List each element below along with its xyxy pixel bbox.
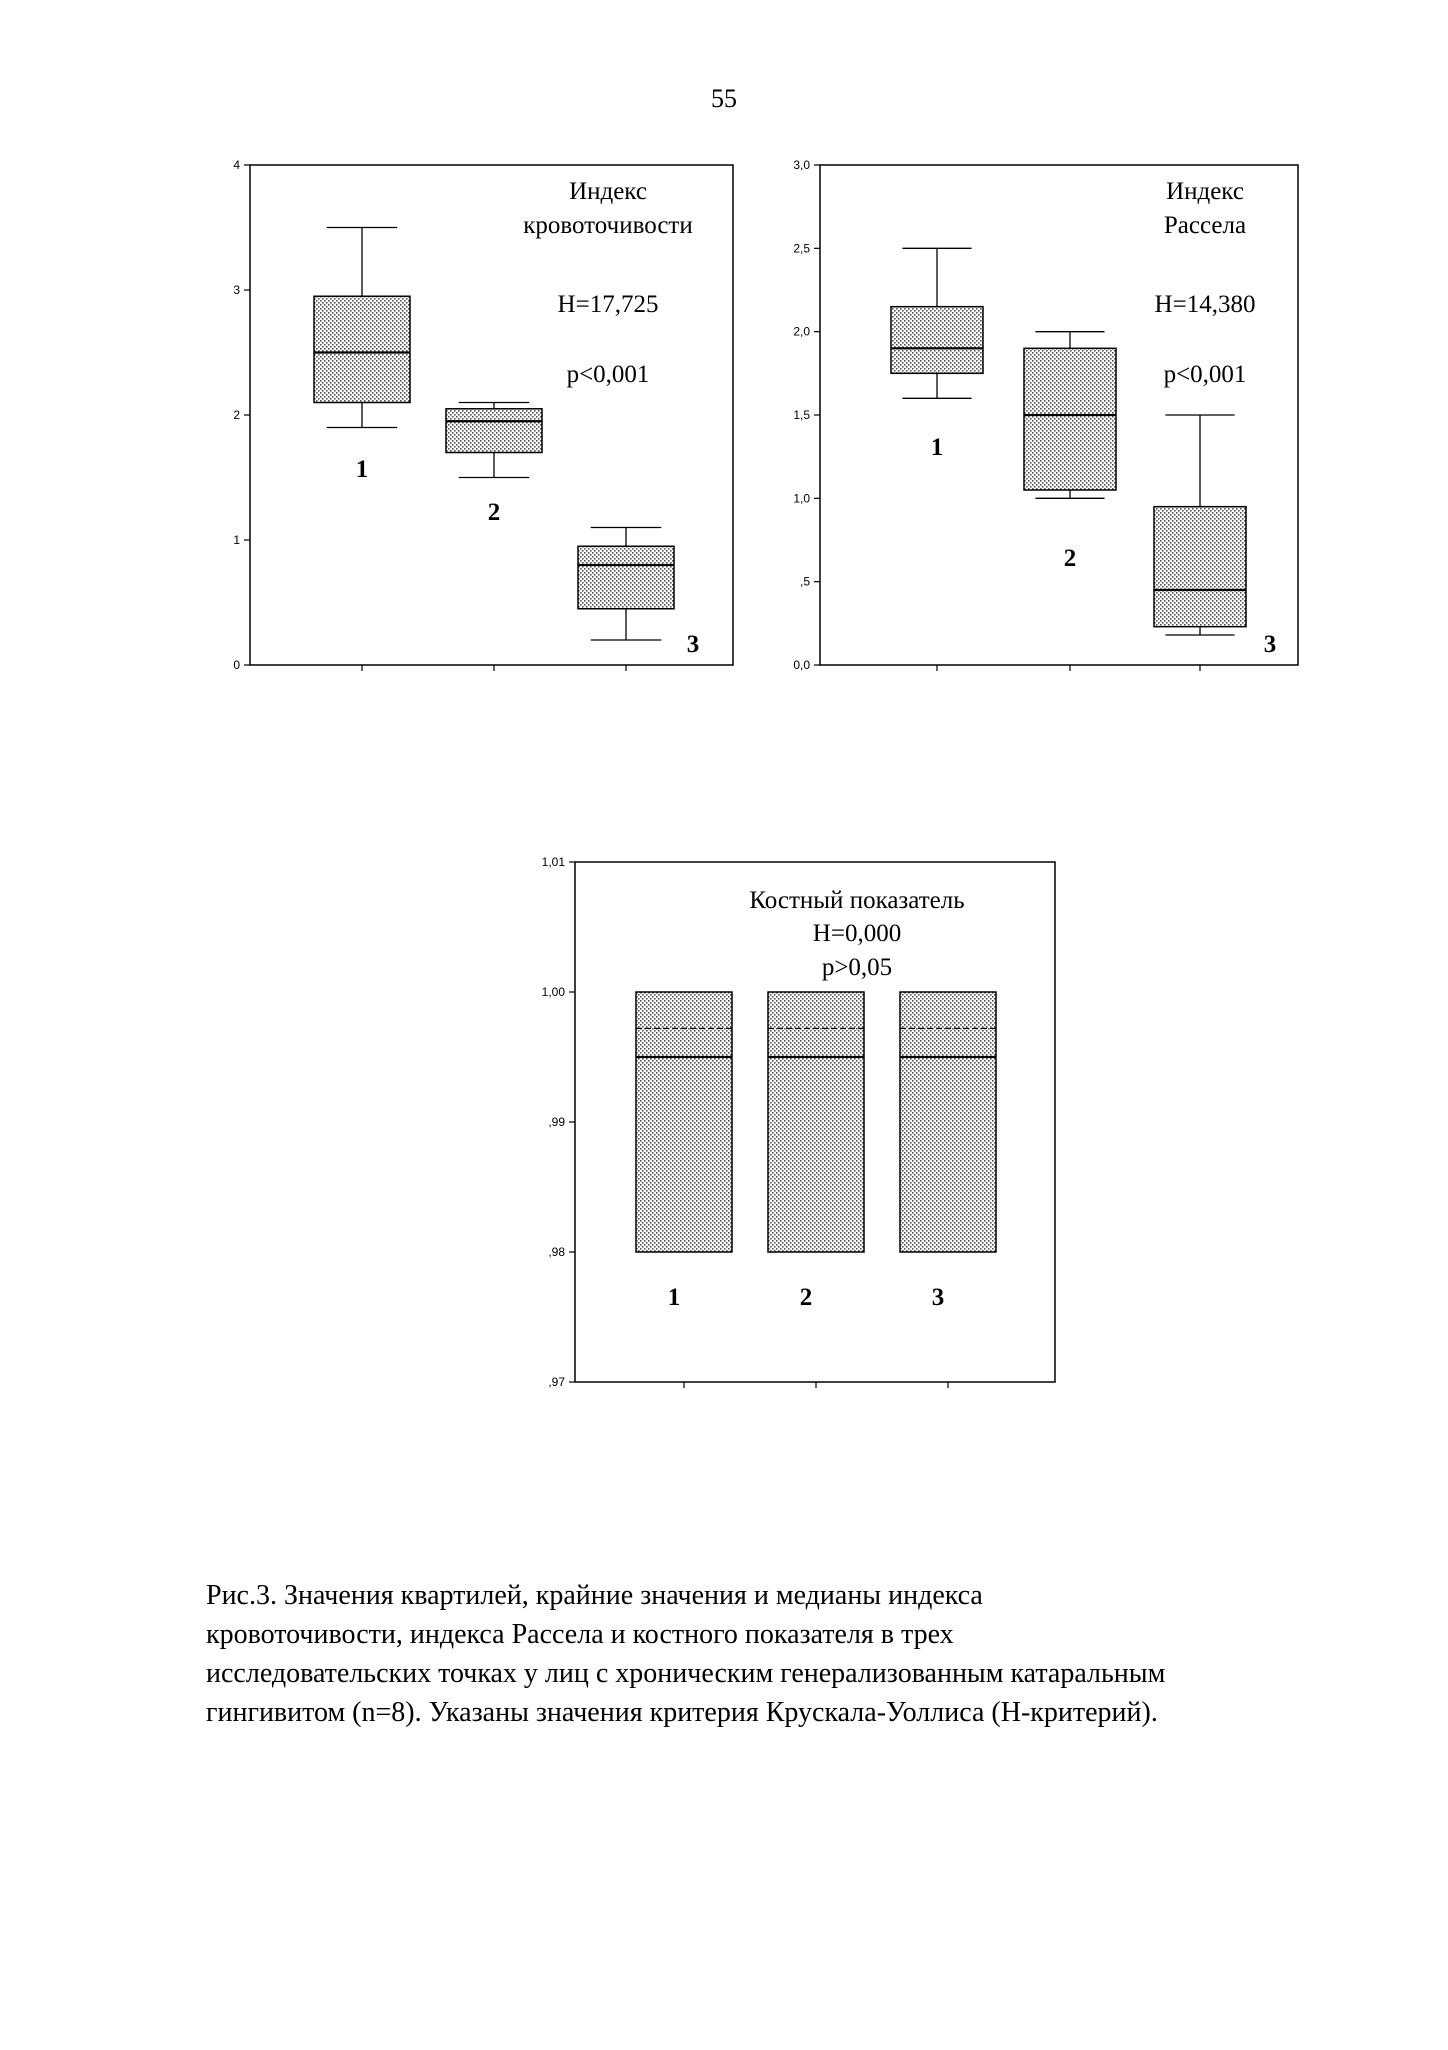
y-tick-label: 2,0 <box>793 324 810 339</box>
y-tick-label: ,98 <box>548 1245 565 1259</box>
caption-line: Рис.3. Значения квартилей, крайние значения и медианы индекса <box>206 1580 983 1611</box>
annotation3-title: Костный показатель <box>749 887 965 914</box>
y-tick-label: 4 <box>233 158 240 172</box>
box-3 <box>1154 507 1246 627</box>
caption-line: исследовательских точках у лиц с хроническим генерализованным катаральным <box>206 1658 1166 1689</box>
y-tick-label: ,97 <box>548 1375 565 1389</box>
annotation-title-line-1: Индекс <box>569 178 647 205</box>
boxes-3 <box>636 992 996 1252</box>
y-tick-label: ,5 <box>799 574 810 589</box>
group3-label-1: 1 <box>667 1284 681 1311</box>
page-number: 55 <box>711 84 737 113</box>
y-tick-label: 1 <box>233 533 240 547</box>
annotation-h-value: H=17,725 <box>557 291 659 318</box>
group3-label-3: 3 <box>931 1284 945 1311</box>
annotation2-title-line-1: Индекс <box>1166 178 1244 205</box>
group2-label-3: 3 <box>1263 631 1277 658</box>
y-tick-label: 1,00 <box>541 985 565 999</box>
x-axis <box>362 665 626 671</box>
y-tick-label: 2 <box>233 408 240 422</box>
annotation-p-value: p<0,001 <box>566 361 650 388</box>
group-label-3: 3 <box>686 631 700 658</box>
annotation3-p-value: p>0,05 <box>821 954 893 981</box>
caption-line: гингивитом (n=8). Указаны значения критерия Крускала-Уоллиса (H-критерий). <box>206 1697 1158 1728</box>
group-label-2: 2 <box>487 499 501 526</box>
annotation2-h-value: H=14,380 <box>1154 291 1256 318</box>
box-3 <box>900 992 996 1252</box>
box-2 <box>446 409 542 453</box>
y-tick-label: 0 <box>233 658 240 672</box>
x-axis-2 <box>937 665 1200 671</box>
y-axis <box>233 158 250 672</box>
y-axis-2 <box>793 158 820 672</box>
y-tick-label: 3 <box>233 283 240 297</box>
y-tick-label: 2,5 <box>793 241 810 256</box>
annotation-title-line-2: кровоточивости <box>523 212 693 239</box>
boxes <box>314 228 674 641</box>
group2-label-2: 2 <box>1063 545 1077 572</box>
box-3 <box>578 546 674 609</box>
annotation2-title-line-2: Рассела <box>1163 212 1247 239</box>
y-tick-label: 1,0 <box>793 491 810 506</box>
y-axis-3 <box>542 855 575 1389</box>
annotation3-h-value: H=0,000 <box>812 920 902 947</box>
group-label-1: 1 <box>355 456 369 483</box>
group2-label-1: 1 <box>930 434 944 461</box>
figure-caption <box>206 1576 1386 1732</box>
y-tick-label: 3,0 <box>793 158 810 172</box>
box-2 <box>768 992 864 1252</box>
box-1 <box>314 296 410 402</box>
y-tick-label: 1,5 <box>793 408 810 422</box>
box-1 <box>636 992 732 1252</box>
box-1 <box>891 307 983 374</box>
x-axis-3 <box>684 1382 948 1388</box>
y-tick-label: 0,0 <box>793 658 810 672</box>
caption-line: кровоточивости, индекса Рассела и костного показателя в трех <box>206 1619 954 1650</box>
y-tick-label: ,99 <box>548 1115 565 1129</box>
box-2 <box>1024 348 1116 490</box>
y-tick-label: 1,01 <box>541 855 565 869</box>
group3-label-2: 2 <box>799 1284 813 1311</box>
annotation2-p-value: p<0,001 <box>1163 361 1247 388</box>
